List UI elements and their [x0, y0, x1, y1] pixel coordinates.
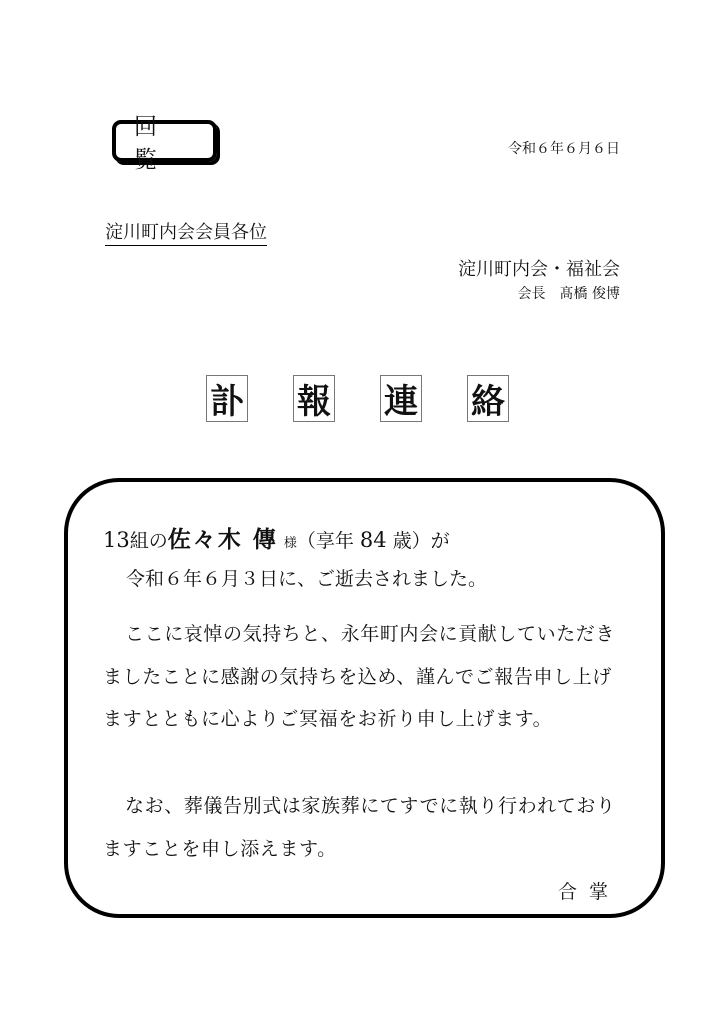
notice-heading: [206, 375, 509, 422]
circulation-label: [112, 114, 217, 173]
group-suffix: 組の: [129, 530, 168, 552]
recipient: 淀川町内会会員各位: [105, 218, 267, 246]
circulation-label-text: 回 覧: [134, 114, 175, 173]
honorific: 様: [283, 536, 297, 551]
sender-organization: 淀川町内会・福祉会: [458, 259, 620, 280]
sender-chair: 会長 髙橋 俊博: [517, 286, 620, 302]
age-prefix: （享年: [296, 530, 354, 552]
group-number: 13: [103, 528, 130, 552]
passing-date-line: 令和６年６月３日に、ご逝去されました。: [126, 568, 488, 590]
deceased-name: 佐々木 傳: [167, 526, 278, 553]
funeral-paragraph: なお、葬儀告別式は家族葬にてすでに執り行われておりますことを申し添えます。: [103, 795, 616, 860]
deceased-line: [103, 526, 623, 554]
closing: 合掌: [557, 881, 620, 903]
heading-char: 訃: [206, 375, 248, 422]
heading-char: 報: [293, 375, 335, 422]
age-suffix: 歳）が: [392, 530, 450, 552]
heading-char: 連: [380, 375, 422, 422]
document-date: 令和６年６月６日: [508, 141, 620, 157]
heading-char: 絡: [467, 375, 509, 422]
age-number: 84: [359, 528, 387, 552]
condolence-paragraph: ここに哀悼の気持ちと、永年町内会に貢献していただきましたことに感謝の気持ちを込め、謹んでご報告申し上げますとともに心よりご冥福をお祈り申し上げます。: [103, 623, 616, 730]
